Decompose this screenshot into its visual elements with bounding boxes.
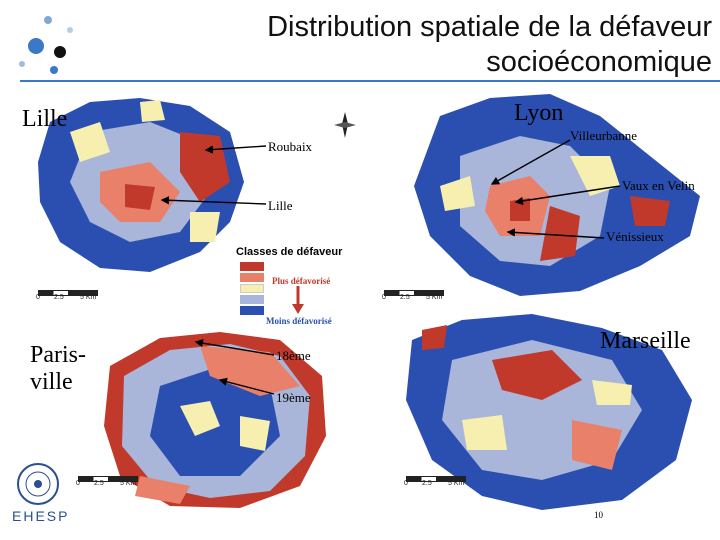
legend-least-deprived: Moins défavorisé: [266, 316, 332, 326]
legend-swatch-3: [240, 284, 264, 293]
city-paris: Paris- ville: [30, 342, 86, 395]
page-title: Distribution spatiale de la défaveur socioéconomique: [267, 11, 712, 78]
legend: [236, 246, 366, 334]
label-18eme: 18ème: [276, 348, 311, 363]
legend-arrow-icon: [292, 286, 304, 314]
seal-logo: [16, 462, 60, 506]
scale-bar-lille: 0 2.5 5 Km: [36, 288, 116, 302]
scale-bar-marseille: 0 2.5 5 Km: [404, 474, 484, 488]
legend-swatch-5: [240, 306, 264, 315]
dots-logo: [10, 8, 80, 78]
legend-swatch-4: [240, 295, 264, 304]
scale-bar-lyon: 0 2.5 5 Km: [382, 288, 462, 302]
legend-most-deprived: Plus défavorisé: [272, 276, 331, 286]
label-vaux-en-velin: Vaux en Velin: [622, 178, 695, 193]
ehesp-logo: EHESP: [12, 508, 70, 524]
city-lille: Lille: [22, 106, 68, 132]
city-marseille: Marseille: [600, 328, 691, 354]
legend-title: Classes de défaveur: [236, 246, 343, 258]
label-lille-center: Lille: [268, 198, 293, 213]
label-venissieux: Vénissieux: [606, 229, 664, 244]
legend-swatch-2: [240, 273, 264, 282]
compass-icon: [332, 110, 358, 140]
title-underline: [20, 80, 720, 82]
scale-bar-paris: 0 2.5 5 Km: [76, 474, 156, 488]
label-roubaix: Roubaix: [268, 139, 313, 154]
city-lyon: Lyon: [514, 100, 564, 126]
legend-swatch-1: [240, 262, 264, 271]
page-number: 10: [594, 510, 603, 520]
label-19eme: 19ème: [276, 390, 311, 405]
label-villeurbanne: Villeurbanne: [570, 128, 638, 143]
